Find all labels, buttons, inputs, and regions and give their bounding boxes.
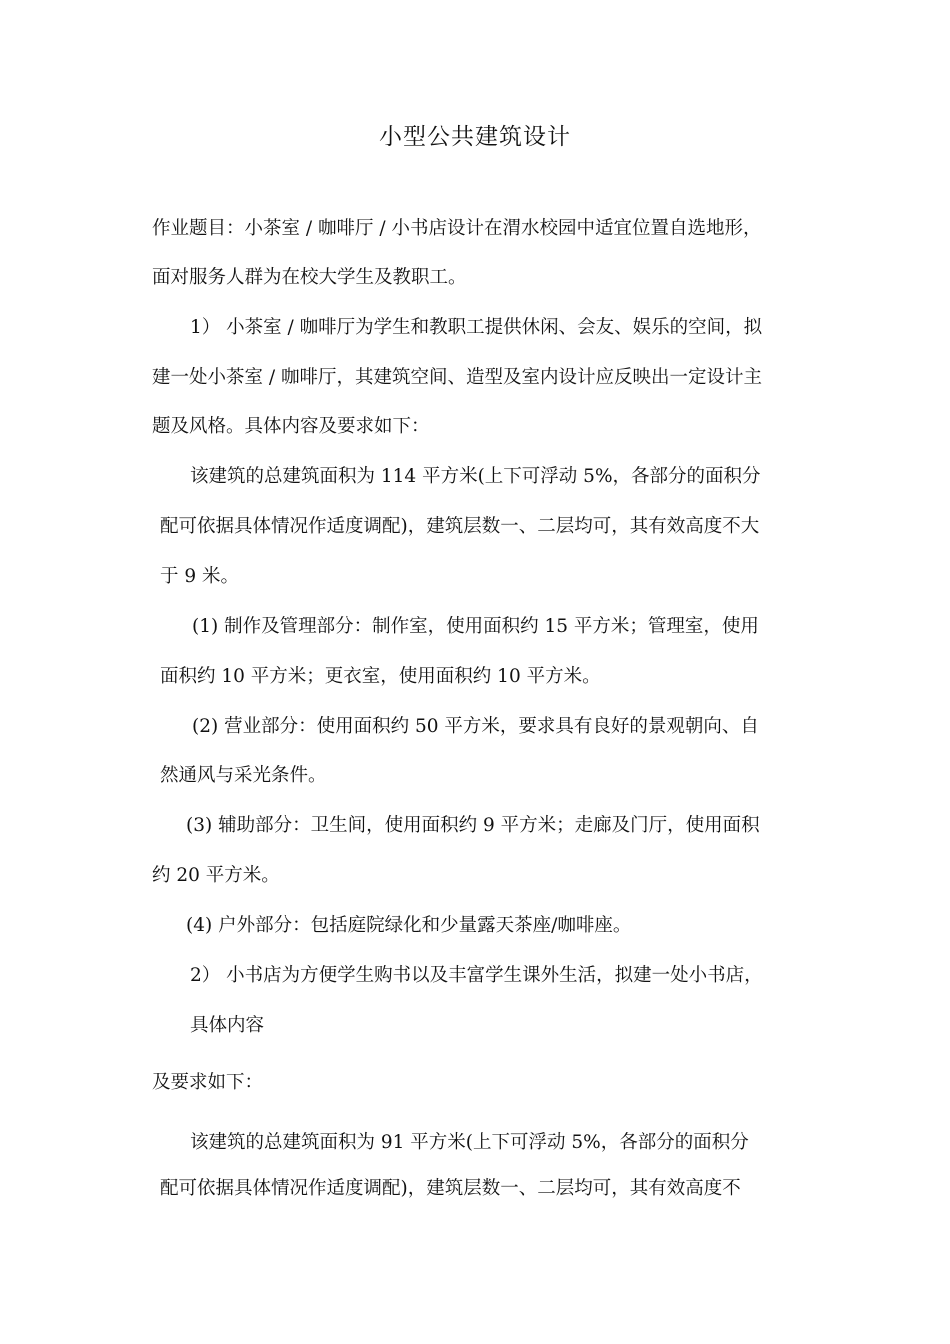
paragraph-line: 具体内容 xyxy=(190,1015,265,1036)
paragraph-line: 约 20 平方米。 xyxy=(152,865,280,886)
paragraph-line: 2） 小书店为方便学生购书以及丰富学生课外生活，拟建一处小书店， xyxy=(190,965,763,986)
paragraph-line: (3) 辅助部分：卫生间，使用面积约 9 平方米；走廊及门厅，使用面积 xyxy=(186,815,760,836)
document-title: 小型公共建筑设计 xyxy=(379,124,571,150)
paragraph-line: (2) 营业部分：使用面积约 50 平方米，要求具有良好的景观朝向、自 xyxy=(192,716,759,737)
paragraph-line: 配可依据具体情况作适度调配)，建筑层数一、二层均可，其有效高度不 xyxy=(160,1178,741,1199)
paragraph-line: (4) 户外部分：包括庭院绿化和少量露天茶座/咖啡座。 xyxy=(186,915,632,936)
paragraph-line: 该建筑的总建筑面积为 91 平方米(上下可浮动 5%，各部分的面积分 xyxy=(190,1132,749,1153)
paragraph-line: 于 9 米。 xyxy=(160,566,240,587)
paragraph-line: 面积约 10 平方米；更衣室，使用面积约 10 平方米。 xyxy=(160,666,601,687)
paragraph-line: 面对服务人群为在校大学生及教职工。 xyxy=(152,267,467,288)
paragraph-line: (1) 制作及管理部分：制作室，使用面积约 15 平方米；管理室，使用 xyxy=(192,616,759,637)
paragraph-line: 该建筑的总建筑面积为 114 平方米(上下可浮动 5%，各部分的面积分 xyxy=(190,466,761,487)
paragraph-line: 题及风格。具体内容及要求如下： xyxy=(152,416,430,437)
paragraph-line: 作业题目：小茶室 / 咖啡厅 / 小书店设计在渭水校园中适宜位置自选地形， xyxy=(152,218,762,239)
paragraph-line: 建一处小茶室 / 咖啡厅，其建筑空间、造型及室内设计应反映出一定设计主 xyxy=(152,367,762,388)
paragraph-line: 然通风与采光条件。 xyxy=(160,765,327,786)
paragraph-line: 配可依据具体情况作适度调配)，建筑层数一、二层均可，其有效高度不大 xyxy=(160,516,760,537)
paragraph-line: 及要求如下： xyxy=(152,1072,264,1093)
paragraph-line: 1） 小茶室 / 咖啡厅为学生和教职工提供休闲、会友、娱乐的空间，拟 xyxy=(190,317,763,338)
